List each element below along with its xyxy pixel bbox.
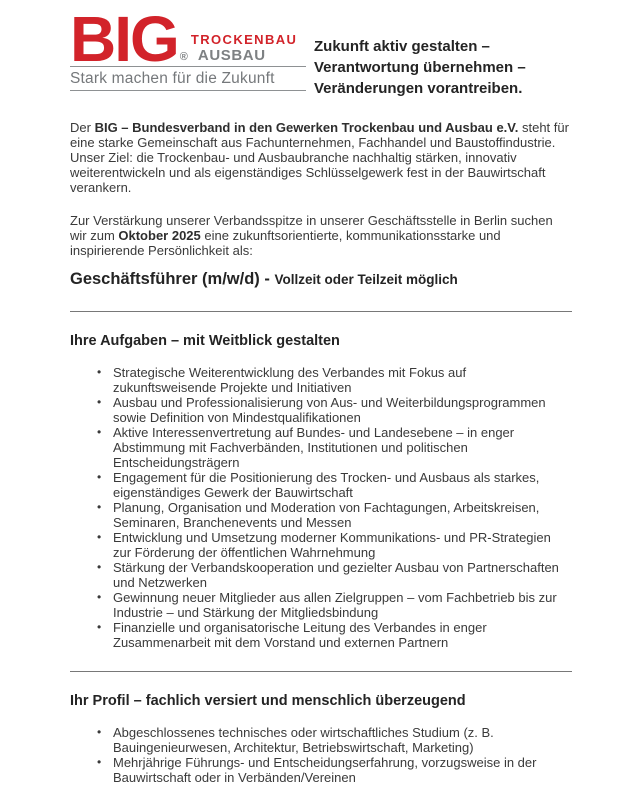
list-item: • Engagement für die Positionierung des Trocken- und Ausbaus als starkes, eigenständiges Gewerk der Bauwirtschaft — [113, 470, 572, 500]
logo-word-ausbau: AUSBAU — [197, 47, 266, 64]
section-divider-1 — [70, 311, 572, 312]
headline-line-3: Veränderungen vorantreiben. — [314, 80, 523, 97]
list-item: • Gewinnung neuer Mitglieder aus allen Zielgruppen – vom Fachbetrieb bis zur Industrie – und Stärkung der Mitgliedsbindung — [113, 590, 572, 620]
list-item: • Entwicklung und Umsetzung moderner Kommunikations- und PR-Strategien zur Förderung der öffentlichen Wahrnehmung — [113, 530, 572, 560]
list-item: • Finanzielle und organisatorische Leitung des Verbandes in enger Zusammenarbeit mit dem Vorstand und externen Partnern — [113, 620, 572, 650]
vacancy-paragraph — [70, 213, 572, 258]
list-item: • Planung, Organisation und Moderation von Fachtagungen, Arbeitskreisen, Seminaren, Branchenevents und Messen — [113, 500, 572, 530]
list-item: • Aktive Interessenvertretung auf Bundes- und Landesebene – in enger Abstimmung mit Fachverbänden, Institutionen und politischen Entscheidungsträgern — [113, 425, 572, 470]
intro-paragraph — [70, 120, 572, 195]
association-name: BIG – Bundesverband in den Gewerken Trockenbau und Ausbau e.V. — [94, 120, 519, 135]
section-heading-profil: Ihr Profil – fachlich versiert und menschlich überzeugend — [70, 693, 466, 709]
job-title — [70, 269, 572, 290]
start-date: Oktober 2025 — [118, 228, 201, 243]
job-title-suffix: Vollzeit oder Teilzeit möglich — [274, 272, 458, 287]
list-item: • Stärkung der Verbandskooperation und gezielter Ausbau von Partnerschaften und Netzwerken — [113, 560, 572, 590]
logo-words — [191, 33, 297, 63]
big-logo — [70, 3, 306, 91]
registered-trademark-icon: ® — [179, 51, 188, 63]
intro-prefix: Der — [70, 120, 95, 135]
logo-divider-bottom — [70, 90, 306, 91]
big-logo-wordmark: BIG — [70, 3, 178, 75]
job-title-main: Geschäftsführer (m/w/d) - — [70, 270, 275, 288]
list-item: • Abgeschlossenes technisches oder wirtschaftliches Studium (z. B. Bauingenieurwesen, Architektur, Betriebswirtschaft, Marketing) — [113, 725, 572, 755]
headline-line-1: Zukunft aktiv gestalten – — [314, 38, 490, 55]
section-divider-2 — [70, 671, 572, 672]
logo-word-trockenbau: TROCKENBAU — [190, 32, 298, 47]
aufgaben-list — [70, 365, 572, 650]
list-item: • Strategische Weiterentwicklung des Verbandes mit Fokus auf zukunftsweisende Projekte und Initiativen — [113, 365, 572, 395]
list-item: • Mehrjährige Führungs- und Entscheidungserfahrung, vorzugsweise in der Bauwirtschaft oder in Verbänden/Vereinen — [113, 755, 572, 785]
headline-line-2: Verantwortung übernehmen – — [314, 59, 526, 76]
vacancy-rest: eine zukunftsorientierte, kommunikationsstarke und inspirierende Persönlichkeit als: — [70, 228, 501, 258]
document-header — [70, 3, 572, 99]
logo-tagline: Stark machen für die Zukunft — [70, 70, 275, 87]
section-heading-aufgaben: Ihre Aufgaben – mit Weitblick gestalten — [70, 333, 340, 349]
headline-block — [314, 14, 526, 99]
profil-list — [70, 725, 572, 785]
list-item: • Ausbau und Professionalisierung von Aus- und Weiterbildungsprogrammen sowie Definition von Mindestqualifikationen — [113, 395, 572, 425]
vacancy-prefix: Zur Verstärkung unserer Verbandsspitze in unserer Geschäftsstelle in Berlin suchen wir zum — [70, 213, 553, 243]
intro-rest: steht für eine starke Gemeinschaft aus Fachunternehmen, Fachhandel und Baustoffindustrie. Unser Ziel: die Trockenbau- und Ausbaubranche nachhaltig stärken, innovativ weiterentwickeln und als eigenständiges Schlüsselgewerk fest in der Bauwirtschaft verankern. — [70, 120, 569, 195]
logo-row — [70, 3, 306, 75]
